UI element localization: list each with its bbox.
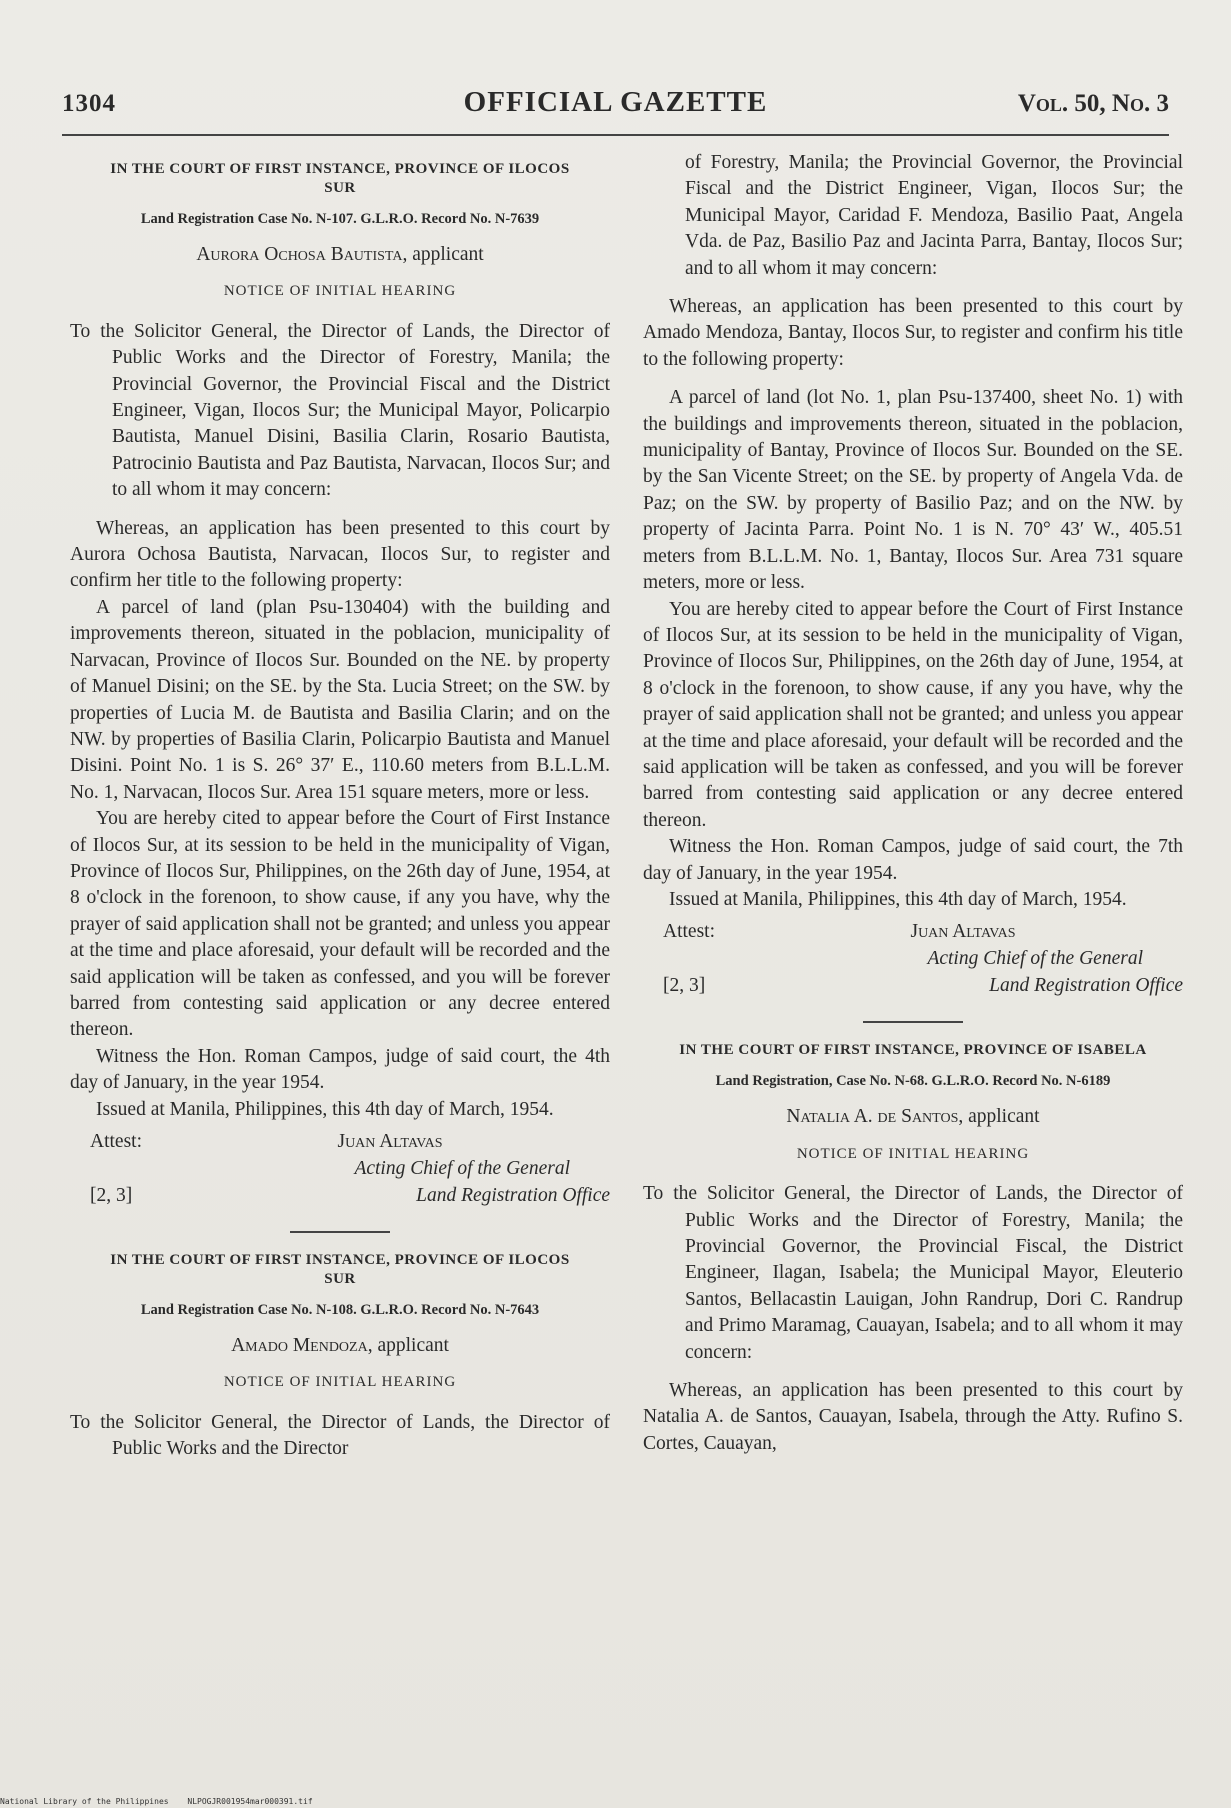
addressees: To the Solicitor General, the Director of Lands, the Director of Public Works and the Director of Forestry, Manila; the Provincial Governor, the Provincial Fiscal and the District Engineer, Vigan, Ilocos Sur; the Municipal Mayor, Policarpio Bautista, Manuel Disini, Basilia Clarin, Rosario Bautista, Patrocinio Bautista and Paz Bautista, Narvacan, Ilocos Sur; and to all whom it may concern: <box>70 320 610 501</box>
case-number: Land Registration Case No. N-107. G.L.R.O. Record No. N-7639 <box>140 211 540 227</box>
applicant-suffix: , applicant <box>402 244 484 265</box>
left-column <box>70 150 610 1475</box>
notice-heading: NOTICE OF INITIAL HEARING <box>223 283 457 300</box>
applicant-line <box>643 1104 1183 1130</box>
parcel-description: A parcel of land (plan Psu-130404) with the building and improvements thereon, situated in the poblacion, municipality of Narvacan, Province of Ilocos Sur. Bounded on the NE. by property of Manuel Disini; on the SE. by the Sta. Lucia Street; on the SW. by properties of Lucia M. de Bautista and Basilia Clarin; and on the NW. by properties of Basilia Clarin, Policarpio Bautista and Manuel Disini. Point No. 1 is S. 26° 37′ E., 110.60 meters from B.L.L.M. No. 1, Narvacan, Ilocos Sur. Area 151 square meters, more or less. <box>70 596 610 803</box>
whereas-paragraph: Whereas, an application has been presented to this court by Aurora Ochosa Bautista, Narvacan, Ilocos Sur, to register and confirm her title to the following property: <box>70 517 610 592</box>
attestation <box>70 1129 610 1211</box>
page-header <box>62 86 1169 126</box>
court-heading: IN THE COURT OF FIRST INSTANCE, PROVINCE OF ILOCOS SUR <box>110 161 570 196</box>
issued-paragraph: Issued at Manila, Philippines, this 4th day of March, 1954. <box>96 1098 554 1120</box>
applicant-name: Amado Mendoza <box>231 1335 368 1356</box>
applicant-name: Aurora Ochosa Bautista <box>196 244 403 265</box>
notice-heading: NOTICE OF INITIAL HEARING <box>796 1145 1030 1162</box>
case-number: Land Registration Case No. N-108. G.L.R.O. Record No. N-7643 <box>140 1302 540 1318</box>
page-number: 1304 <box>62 90 116 117</box>
applicant-name: Natalia A. de Santos <box>786 1106 959 1128</box>
publication-title: OFFICIAL GAZETTE <box>463 86 768 118</box>
issue-reference: [2, 3] <box>90 1185 133 1206</box>
notice-heading: NOTICE OF INITIAL HEARING <box>223 1374 457 1391</box>
citation-paragraph: You are hereby cited to appear before the Court of First Instance of Ilocos Sur, at its session to be held in the municipality of Vigan, Province of Ilocos Sur, Philippines, on the 26th day of June, 1954, at 8 o'clock in the forenoon, to show cause, if any you have, why the prayer of said application shall not be granted; and unless you appear at the time and place aforesaid, your default will be recorded and the said application will be taken as confessed, and you will be forever barred from contesting said application or any decree entered thereon. <box>643 598 1183 831</box>
attest-label: Attest: <box>90 1131 142 1152</box>
whereas-paragraph: Whereas, an application has been presented to this court by Amado Mendoza, Bantay, Ilocos Sur, to register and confirm his title to the following property: <box>643 296 1183 370</box>
case-number: Land Registration, Case No. N-68. G.L.R.O. Record No. N-6189 <box>715 1073 1111 1090</box>
attestation <box>643 919 1183 1001</box>
applicant-line <box>70 1333 610 1359</box>
parcel-description: A parcel of land (lot No. 1, plan Psu-137400, sheet No. 1) with the buildings and improvements thereon, situated in the poblacion, municipality of Bantay, Province of Ilocos Sur. Bounded on the SE. by the San Vicente Street; on the SE. by property of Angela Vda. de Paz; on the SW. by property of Basilio Paz; and on the NW. by property of Jacinta Parra. Point No. 1 is N. 70° 43′ W., 405.51 meters from B.L.L.M. No. 1, Bantay, Ilocos Sur. Area 731 square meters, more or less. <box>643 387 1183 594</box>
scan-footer <box>0 1797 327 1806</box>
attest-name: Juan Altavas <box>337 1131 443 1152</box>
attest-title-2: Land Registration Office <box>416 1185 610 1206</box>
witness-paragraph: Witness the Hon. Roman Campos, judge of said court, the 7th day of January, in the year 1954. <box>643 836 1183 884</box>
addressees: To the Solicitor General, the Director of Lands, the Director of Public Works and the Director of Forestry, Manila; the Provincial Governor, the Provincial Fiscal, the District Engineer, Ilagan, Isabela; the Municipal Mayor, Eleuterio Santos, Bellacastin Lauigan, John Randrup, Dori C. Randrup and Primo Maramag, Cauayan, Isabela; and to all whom it may concern: <box>643 1183 1183 1363</box>
attest-title-2: Land Registration Office <box>989 975 1183 997</box>
addressees: To the Solicitor General, the Director of Lands, the Director of Public Works and the Director <box>70 1411 610 1460</box>
issued-paragraph: Issued at Manila, Philippines, this 4th day of March, 1954. <box>669 888 1127 910</box>
attest-name: Juan Altavas <box>910 921 1016 943</box>
attest-label: Attest: <box>663 921 715 943</box>
court-heading: IN THE COURT OF FIRST INSTANCE, PROVINCE OF ISABELA <box>679 1042 1147 1059</box>
whereas-paragraph: Whereas, an application has been presented to this court by Natalia A. de Santos, Cauayan, Isabela, through the Atty. Rufino S. Cortes, Cauayan, <box>643 1380 1183 1454</box>
applicant-suffix: , applicant <box>367 1335 449 1356</box>
volume-issue: Vol. 50, No. 3 <box>1017 90 1169 117</box>
applicant-line <box>70 242 610 268</box>
attest-title-1: Acting Chief of the General <box>927 948 1143 970</box>
witness-paragraph: Witness the Hon. Roman Campos, judge of said court, the 4th day of January, in the year 1954. <box>70 1045 610 1094</box>
applicant-suffix: , applicant <box>958 1106 1040 1128</box>
attest-title-1: Acting Chief of the General <box>354 1158 570 1179</box>
right-column <box>643 150 1183 1457</box>
footer-source: National Library of the Philippines <box>0 1797 169 1806</box>
section-divider <box>290 1231 390 1233</box>
citation-paragraph: You are hereby cited to appear before the Court of First Instance of Ilocos Sur, at its session to be held in the municipality of Vigan, Province of Ilocos Sur, Philippines, on the 26th day of June, 1954, at 8 o'clock in the forenoon, to show cause, if any you have, why the prayer of said application shall not be granted; and unless you appear at the time and place aforesaid, your default will be recorded and the said application will be taken as confessed, and you will be forever barred from contesting said application or any decree entered thereon. <box>70 808 610 1041</box>
addressees-continued: of Forestry, Manila; the Provincial Governor, the Provincial Fiscal and the District Engineer, Vigan, Ilocos Sur; the Municipal Mayor, Caridad F. Mendoza, Basilio Paat, Angela Vda. de Paz, Basilio Paz and Jacinta Parra, Bantay, Ilocos Sur; and to all whom it may concern: <box>685 152 1183 279</box>
issue-reference: [2, 3] <box>663 975 706 997</box>
section-divider <box>863 1021 963 1023</box>
court-heading: IN THE COURT OF FIRST INSTANCE, PROVINCE OF ILOCOS SUR <box>110 1252 570 1287</box>
footer-filename: NLPOGJR001954mar000391.tif <box>187 1797 313 1806</box>
header-rule <box>62 134 1169 136</box>
